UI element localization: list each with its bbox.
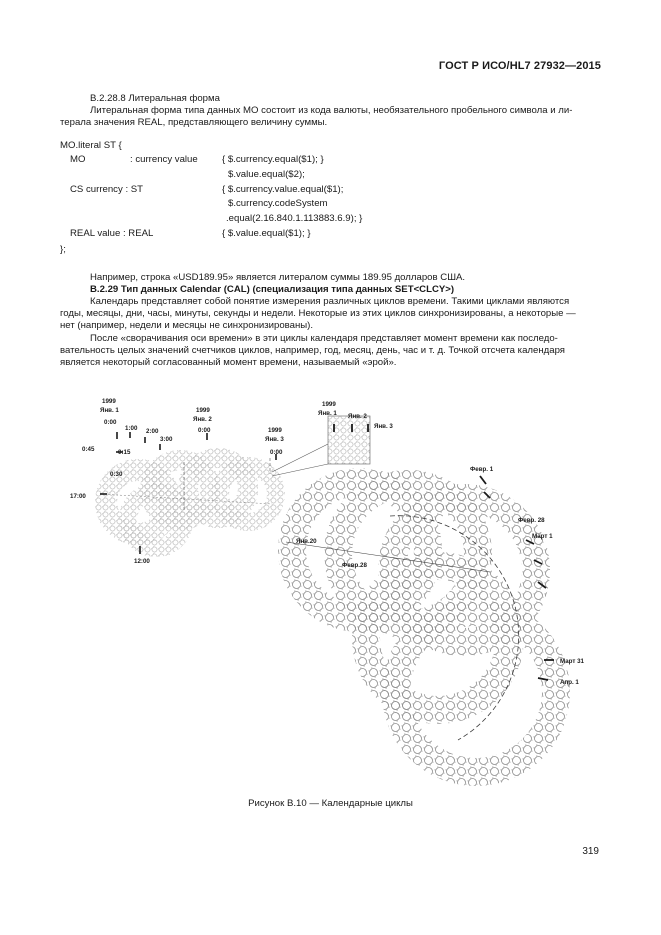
label-zoom-jan-3: Янв. 3 [374,423,393,430]
label-mar-1: Март 1 [532,533,553,540]
code-open: MO.literal ST { [60,140,122,151]
code-right: .equal(2.16.840.1.113883.6.9); } [226,213,363,225]
month-rings [286,482,556,772]
label-time-000: 0:00 [104,419,117,426]
code-right: $.currency.codeSystem [228,198,328,210]
page-number: 319 [582,846,599,857]
paragraph-line: вательность целых значений счетчиков циклов, например, год, месяц, день, час и т. д. Точкой отсчета календаря [60,345,565,356]
label-feb-28: Февр. 28 [518,517,545,524]
label-zoom-year: 1999 [322,401,336,408]
paragraph-line: годы, месяцы, дни, часы, минуты, секунды и недели. Некоторые из этих циклов синхронизированы, а некоторые — [60,308,576,319]
label-jan-3: Янв. 3 [265,436,284,443]
paragraph-line: нет (например, недели и месяцы не синхронизированы). [60,320,314,331]
code-block [0,153,661,243]
label-zoom-jan-2: Янв. 2 [348,413,367,420]
label-mar-31: Март 31 [560,658,585,665]
label-time-030: 0:30 [110,471,123,478]
label-time-045: 0:45 [82,446,95,453]
paragraph-line: Литеральная форма типа данных МО состоит из кода валюты, необязательного пробельного символа и ли- [90,105,573,116]
label-year-3: 1999 [268,427,282,434]
label-feb-28-inner: Февр.28 [342,562,367,569]
standard-header: ГОСТ Р ИСО/HL7 27932—2015 [438,60,601,72]
example-line: Например, строка «USD189.95» является литералом суммы 189.95 долларов США. [90,272,466,283]
label-time-200: 2:00 [146,428,159,435]
label-time-000: 0:00 [270,449,283,456]
code-right: { $.currency.equal($1); } [222,154,324,165]
paragraph-line: является некоторый согласованный момент времени, называемый «эрой». [60,357,397,368]
zoom-box [272,416,370,476]
code-left: CS currency : ST [70,183,144,195]
label-year-2: 1999 [196,407,210,414]
code-left: MO [70,154,86,165]
code-right: $.value.equal($2); [228,168,305,180]
calendar-cycles-figure [60,392,600,790]
code-right: { $.currency.value.equal($1); [222,183,344,195]
label-zoom-jan-1: Янв. 1 [318,410,337,417]
label-time-100: 1:00 [125,425,138,432]
label-time-300: 3:00 [160,436,173,443]
label-apr-1: Апр. 1 [560,679,579,686]
label-time-000: 0:00 [198,427,211,434]
label-time-1700: 17:00 [70,493,86,500]
section-title-b229: B.2.29 Тип данных Calendar (CAL) (специализация типа данных SET<CLCY>) [90,284,455,295]
label-jan-20: Янв.20 [296,538,317,545]
label-feb-1: Февр. 1 [470,466,494,473]
code-mid: : currency value [130,154,198,165]
code-close: }; [60,244,66,255]
code-right: { $.value.equal($1); } [222,228,311,239]
label-jan-1: Янв. 1 [100,407,119,414]
paragraph-line: Календарь представляет собой понятие измерения различных циклов времени. Такими циклами являются [90,296,570,307]
figure-caption: Рисунок B.10 — Календарные циклы [248,798,413,809]
section-title-b22888: B.2.28.8 Литеральная форма [90,93,220,104]
hour-rings [100,458,276,548]
paragraph-line: терала значения REAL, представляющего величину суммы. [60,117,328,128]
label-time-015: 0:15 [118,449,131,456]
paragraph-line: После «сворачивания оси времени» в эти циклы календаря представляет момент времени как последо- [90,333,558,344]
label-year-1: 1999 [102,398,116,405]
label-time-1200: 12:00 [134,558,150,565]
label-jan-2: Янв. 2 [193,416,212,423]
code-left: REAL value : REAL [70,228,154,239]
